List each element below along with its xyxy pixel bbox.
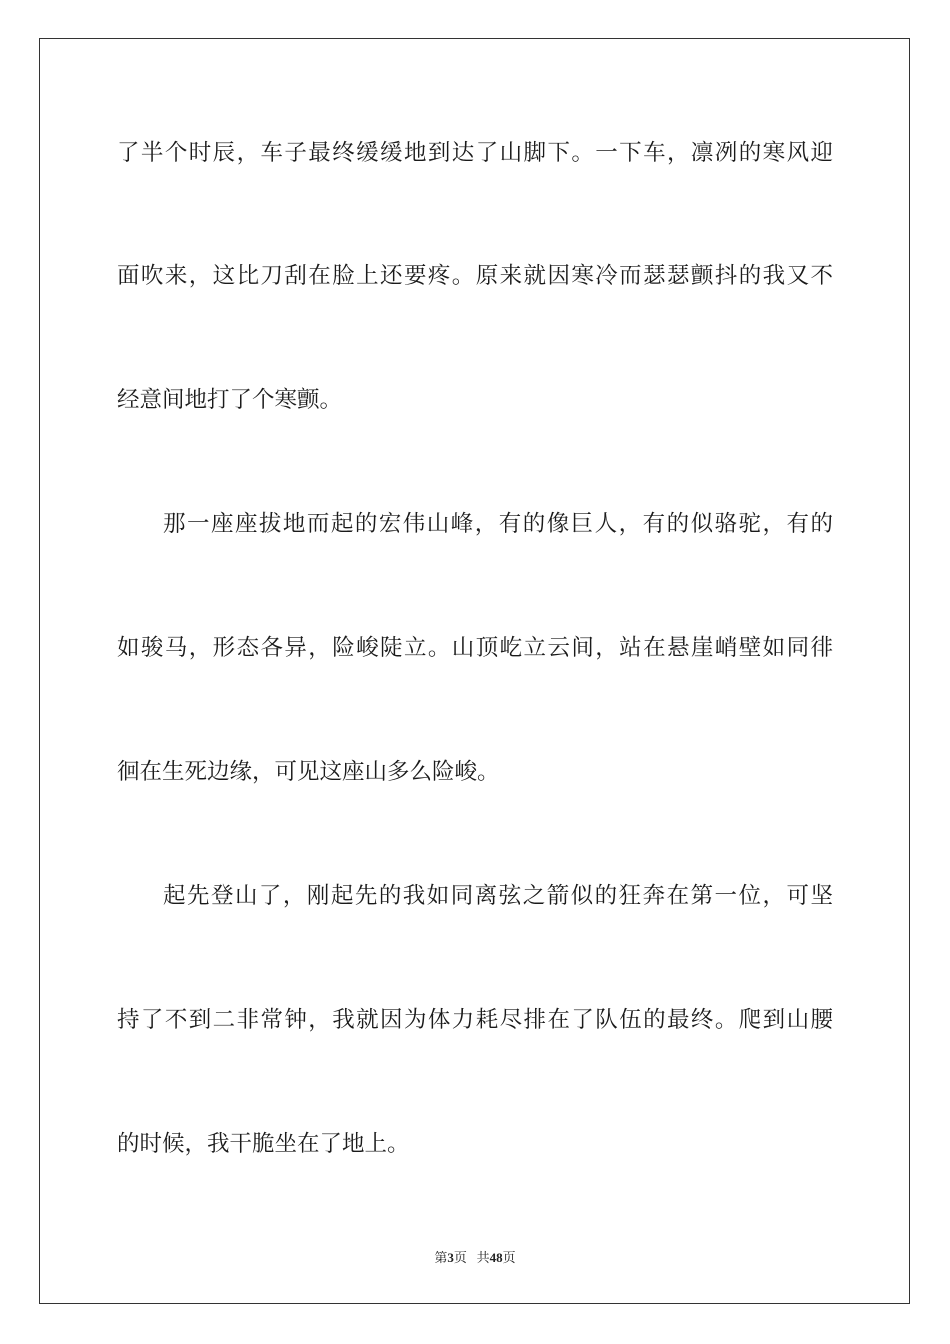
page-border — [39, 38, 910, 1304]
paragraph-3-line-3: 的时候，我干脆坐在了地上。 — [117, 1131, 410, 1157]
page-number: 3 — [447, 1250, 454, 1265]
paragraph-1-line-3: 经意间地打了个寒颤。 — [117, 387, 343, 413]
total-pages: 48 — [489, 1250, 503, 1265]
paragraph-2-line-1: 那一座座拔地而起的宏伟山峰，有的像巨人，有的似骆驼，有的 — [163, 511, 833, 537]
paragraph-2-line-3: 徊在生死边缘，可见这座山多么险峻。 — [117, 759, 500, 785]
total-prefix: 共 — [476, 1250, 490, 1265]
total-suffix: 页 — [502, 1250, 516, 1265]
page-prefix: 第 — [434, 1250, 448, 1265]
paragraph-3-line-2: 持了不到二非常钟，我就因为体力耗尽排在了队伍的最终。爬到山腰 — [117, 1007, 833, 1033]
page-footer — [0, 1247, 950, 1266]
page-suffix: 页 — [453, 1250, 467, 1265]
paragraph-1-line-2: 面吹来，这比刀刮在脸上还要疼。原来就因寒冷而瑟瑟颤抖的我又不 — [117, 263, 833, 289]
paragraph-1-line-1: 了半个时辰，车子最终缓缓地到达了山脚下。一下车，凛冽的寒风迎 — [117, 140, 833, 166]
paragraph-3-line-1: 起先登山了，刚起先的我如同离弦之箭似的狂奔在第一位，可坚 — [163, 883, 833, 909]
paragraph-2-line-2: 如骏马，形态各异，险峻陡立。山顶屹立云间，站在悬崖峭壁如同徘 — [117, 635, 833, 661]
